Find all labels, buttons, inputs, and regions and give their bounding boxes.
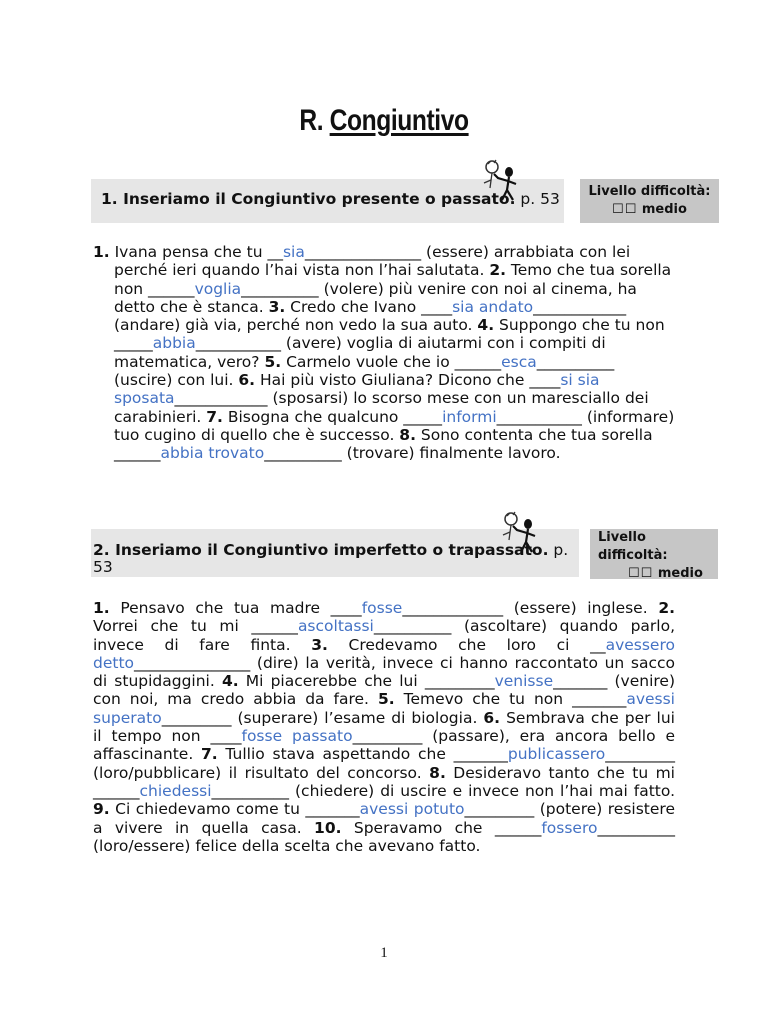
- exercise-text: ___________ (informare) tuo cugino di quello che è successo.: [114, 407, 675, 444]
- item-number: 3.: [311, 635, 328, 654]
- exercise-text: Sono contenta che tua sorella ______: [114, 425, 653, 463]
- item-number: 2.: [489, 261, 506, 280]
- item-number: 8.: [399, 425, 416, 444]
- exercise-text: __________ (trovare) finalmente lavoro.: [264, 444, 561, 463]
- answer-text: informi: [442, 407, 497, 426]
- section2-level-row: [598, 565, 718, 583]
- item-number: 4.: [477, 316, 495, 335]
- page-title: [69, 104, 699, 138]
- exercise-text: ___________ (avere) voglia di aiutarmi con i compiti di matematica, vero?: [114, 334, 606, 371]
- exercise-text: _________ (passare), era ancora bello e affascinante.: [93, 727, 675, 764]
- exercise-text: Credo che Ivano ____: [285, 297, 453, 316]
- exercise-text: __________ (volere) più venire con noi al cinema, ha detto che è stanca.: [114, 279, 637, 316]
- section2-exercise: [93, 599, 675, 855]
- stick-figure-icon: [478, 158, 526, 204]
- title-prefix: R.: [299, 104, 324, 137]
- exercise-text: ____________ (sposarsi) lo scorso mese con un maresciallo dei carabinieri.: [114, 389, 649, 426]
- section2-level-label-1: Livello: [598, 530, 646, 545]
- exercise-text: ____________ (andare) già via, perché non vedo la sua auto.: [114, 297, 627, 335]
- section1-level-label: Livello difficoltà:: [588, 184, 711, 199]
- exercise-text: Carmelo vuole che io ______: [281, 352, 502, 371]
- exercise-text: __________ (loro/essere) felice della scelta che avevano fatto.: [93, 818, 675, 855]
- exercise-text: _________ (potere) resistere a vivere in quella casa.: [93, 800, 675, 837]
- exercise-text: _______ (venire) con noi, ma credo abbia da fare.: [93, 672, 676, 709]
- answer-text: avessi superato: [93, 690, 675, 727]
- page-number: 1: [380, 945, 388, 961]
- answer-text: voglia: [194, 279, 242, 298]
- exercise-text: __________ (ascoltare) quando parlo, invece di fare finta.: [93, 617, 675, 654]
- answer-text: abbia: [152, 334, 196, 353]
- exercise-text: __________ (chiedere) di uscire e invece non l’hai mai fatto.: [211, 781, 675, 800]
- section1-level-row: [580, 201, 719, 219]
- answer-text: venisse: [494, 672, 554, 691]
- exercise-text: _________ (superare) l’esame di biologia.: [161, 708, 484, 727]
- item-number: 6.: [483, 708, 501, 727]
- exercise-text: Sembrava che per lui il tempo non ____: [93, 708, 675, 746]
- item-number: 3.: [268, 297, 286, 316]
- answer-text: esca: [501, 352, 537, 371]
- answer-text: sia andato: [452, 297, 534, 316]
- exercise-text: Temevo che tu non _______: [394, 690, 627, 709]
- item-number: 2.: [658, 599, 675, 617]
- item-number: 9.: [93, 800, 110, 819]
- section1-page-ref: p. 53: [520, 190, 560, 208]
- exercise-text: _______________ (essere) arrabbiata con lei perché ieri quando l’hai vista non l’hai salutata.: [114, 243, 631, 280]
- section1-level-value: medio: [641, 202, 687, 217]
- exercise-text: Ci chiedevamo come tu _______: [109, 800, 360, 819]
- section1-level-box: [580, 179, 719, 223]
- item-number: 8.: [429, 763, 446, 782]
- exercise-text: Suppongo che tu non _____: [114, 316, 665, 353]
- answer-text: fosse: [361, 599, 403, 617]
- item-number: 1.: [93, 243, 110, 261]
- item-number: 7.: [201, 745, 218, 764]
- exercise-text: _____________ (essere) inglese.: [402, 599, 659, 617]
- exercise-text: Desideravo tanto che tu mi ______: [93, 763, 675, 800]
- exercise-text: Mi piacerebbe che lui _________: [238, 672, 495, 691]
- exercise-text: Credevamo che loro ci __: [327, 635, 606, 654]
- exercise-text: Bisogna che qualcuno _____: [222, 407, 443, 426]
- answer-text: fossero: [541, 818, 598, 837]
- item-number: 6.: [238, 371, 256, 390]
- exercise-text: _______________ (dire) la verità, invece ci hanno raccontato un sacco di stupidaggini.: [93, 653, 675, 691]
- answer-text: avessi potuto: [359, 800, 465, 819]
- section2-exercise-text: [93, 599, 675, 855]
- exercise-text: Ivana pensa che tu __: [109, 243, 283, 261]
- exercise-text: Tullio stava aspettando che _______: [217, 745, 508, 764]
- item-number: 1.: [93, 599, 110, 617]
- item-number: 10.: [314, 818, 342, 837]
- section2-level-value: medio: [657, 566, 703, 581]
- answer-text: si sia sposata: [114, 371, 600, 408]
- section1-exercise-text: [93, 243, 675, 463]
- level-stars-icon: ☐☐: [628, 566, 654, 581]
- exercise-text: Speravamo che ______: [341, 818, 542, 837]
- item-number: 5.: [377, 690, 395, 709]
- exercise-text: __________ (uscire) con lui.: [114, 352, 615, 390]
- exercise-text: Pensavo che tua madre ____: [109, 599, 362, 617]
- stick-figure-icon: [497, 510, 545, 556]
- answer-text: ascoltassi: [297, 617, 374, 636]
- section2-level-label-2: difficoltà:: [598, 548, 668, 563]
- answer-text: fosse passato: [241, 727, 353, 746]
- exercise-text: Temo che tua sorella non ______: [114, 261, 672, 298]
- section1-exercise: [93, 243, 675, 463]
- answer-text: avessero detto: [93, 635, 675, 672]
- section2-page-ref: p. 53: [93, 541, 569, 576]
- section1-header-text: 1. Inseriamo il Congiuntivo presente o passato.: [101, 190, 516, 208]
- exercise-text: Hai più visto Giuliana? Dicono che ____: [255, 371, 561, 390]
- exercise-text: _________ (loro/pubblicare) il risultato del concorso.: [93, 745, 675, 782]
- answer-text: sia: [282, 243, 305, 261]
- item-number: 7.: [206, 407, 223, 426]
- item-number: 5.: [264, 352, 282, 371]
- item-number: 4.: [221, 672, 239, 691]
- section2-level-box: [590, 529, 718, 579]
- answer-text: chiedessi: [139, 781, 212, 800]
- answer-text: abbia trovato: [160, 444, 265, 463]
- exercise-text: Vorrei che tu mi ______: [93, 617, 298, 636]
- section2-header-text: 2. Inseriamo il Congiuntivo imperfetto o trapassato.: [93, 541, 549, 559]
- answer-text: publicassero: [507, 745, 606, 764]
- level-stars-icon: ☐☐: [612, 202, 638, 217]
- title-main: Congiuntivo: [329, 104, 469, 137]
